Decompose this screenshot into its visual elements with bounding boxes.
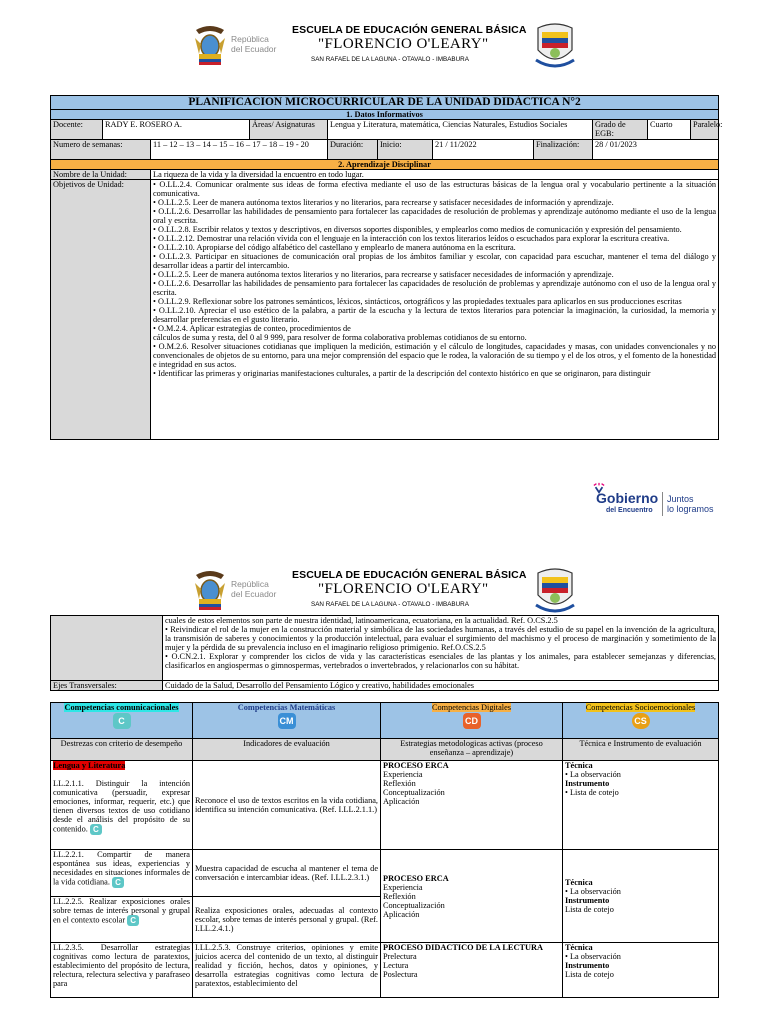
areas-label: Áreas/ Asignaturas [250, 120, 328, 140]
comp-matematicas: Competencias Matemáticas CM [193, 703, 381, 739]
indicador-4: I.LL.2.5.3. Construye criterios, opiniones y emite juicios acerca del contenido de un texto, al distinguir realidad y ficción, hechos, datos y opiniones, y desarrolla estrategias cognitivas como lectura de paratextos, establecimiento del [193, 943, 381, 998]
col-estrategias: Estrategias metodologicas activas (proceso enseñanza – aprendizaje) [381, 739, 563, 761]
inicio-label: Inicio: [378, 140, 433, 160]
docente-label: Docente: [51, 120, 103, 140]
tecnica-4: Técnica • La observación Instrumento Lista de cotejo [563, 943, 719, 998]
tecnica-2: Técnica • La observación Instrumento Lista de cotejo [563, 850, 719, 943]
objetivo-item: • O.LL.2.9. Reflexionar sobre los patrones semánticos, léxicos, sintácticos, ortográficos y las propiedades textuales para aplicarlos en sus producciones escritas [153, 297, 682, 306]
grado-value: Cuarto [648, 120, 691, 140]
lo-logramos-label: lo logramos [667, 504, 714, 514]
page-header [0, 20, 768, 90]
comunicacional-badge-icon: C [112, 877, 124, 888]
comunicacional-badge-icon: C [90, 824, 102, 835]
school-logo-icon [534, 565, 576, 617]
objetivo-item: • O.LL.2.5. Leer de manera autónoma textos literarios y no literarios, para recrearse y satisfacer necesidades de información y aprendizaje. [153, 198, 614, 207]
gobierno-sub: del Encuentro [606, 507, 653, 514]
objetivo-item: • O.LL.2.8. Escribir relatos y textos y descriptivos, en diversos soportes disponibles, y emplearlos como medios de comunicación y expresión del pensamiento. [153, 225, 682, 234]
objetivo-item: • O.LL.2.12. Demostrar una relación vívida con el lenguaje en la interacción con los textos literarios leídos o escuchados para explorar la escritura creativa. [153, 234, 670, 243]
objetivo-item: cálculos de suma y resta, del 0 al 9 999, para resolver de forma colaborativa problemas cotidianos de su entorno. [153, 333, 527, 342]
grado-label: Grado de EGB: [593, 120, 648, 140]
section-aprendizaje: 2. Aprendizaje Disciplinar [51, 160, 719, 170]
col-destrezas: Destrezas con criterio de desempeño [51, 739, 193, 761]
lengua-label: Lengua y Literatura [53, 761, 126, 770]
comp-comunicacionales: Competencias comunicacionales C [51, 703, 193, 739]
school-name-line1: ESCUELA DE EDUCACIÓN GENERAL BÁSICA [292, 569, 527, 581]
competencias-table [50, 702, 719, 998]
objectives-continued-table [50, 615, 719, 691]
inicio-value: 21 / 11/2022 [433, 140, 534, 160]
objetivo-item: • Reivindicar el rol de la mujer en la construcción material y simbólica de las sociedades humanas, a través del estudio de su papel en la invención de la agricultura, la transmisión de saberes y conocimientos y la producción intelectual, para evaluar el surgimiento del machismo y el proceso de marginación y sometimiento de la mujer y la pérdida de su prevalencia incluso en el imaginario religioso primigenio. Ref.O.CS.2.5 [165, 625, 716, 652]
objetivos-label-cont [51, 616, 163, 681]
gobierno-logo [582, 482, 722, 522]
finalizacion-value: 28 / 01/2023 [593, 140, 719, 160]
destreza-4: LL.2.3.5. Desarrollar estrategias cognitivas como lectura de paratextos, establecimiento del propósito de lectura, relectura, relectura selectiva y parafraseo para [51, 943, 193, 998]
semanas-value: 11 – 12 – 13 – 14 – 15 – 16 – 17 – 18 – 19 - 20 [151, 140, 328, 160]
objetivo-item: • O.M.2.6. Resolver situaciones cotidianas que impliquen la medición, estimación y el cálculo de longitudes, capacidades y masas, con unidades convencionales y no convencionales de objetos de su entorno, para una mejor comprensión del espacio que le rodea, la valoración de su tiempo y el de los otros, y el fomento de la honestidad e integridad en sus actos. [153, 342, 717, 369]
unidad-label: Nombre de la Unidad: [51, 170, 151, 180]
finalizacion-label: Finalización: [534, 140, 593, 160]
ejes-value: Cuidado de la Salud, Desarrollo del Pensamiento Lógico y creativo, habilidades emocionales [163, 681, 719, 691]
objetivo-item: • O.LL.2.10. Apreciar el uso estético de la palabra, a partir de la escucha y la lectura de textos literarios para potenciar la imaginación, la curiosidad, la memoria y desarrollar preferencias en el gusto literario. [153, 306, 717, 324]
school-address: SAN RAFAEL DE LA LAGUNA - OTAVALO - IMBABURA [311, 56, 469, 63]
docente-value: RADY E. ROSERO A. [103, 120, 250, 140]
objetivo-item: • O.CN.2.1. Explorar y comprender los ciclos de vida y las características esenciales de las plantas y los animales, para establecer semejanzas y diferencias, clasificarlos en angiospermas o gimnospermas, vertebrados o invertebrados, y relacionarlos con su hábitat. [165, 652, 716, 670]
republica-label: República del Ecuador [231, 579, 277, 599]
school-address: SAN RAFAEL DE LA LAGUNA - OTAVALO - IMBABURA [311, 601, 469, 608]
areas-value: Lengua y Literatura, matemática, Ciencias Naturales, Estudios Sociales [328, 120, 593, 140]
gobierno-name: Gobierno [596, 490, 659, 506]
semanas-label: Numero de semanas: [51, 140, 151, 160]
page-2 [0, 545, 768, 1024]
estrategia-2: PROCESO ERCA Experiencia Reflexión Conceptualización Aplicación [381, 850, 563, 943]
school-name-line2: "FLORENCIO O'LEARY" [318, 581, 489, 597]
objetivo-item: • O.LL.2.6. Desarrollar las habilidades de pensamiento para fortalecer las capacidades de resolución de problemas y aprendizaje autónomo mediante el uso de la lengua oral y escrita. [153, 207, 717, 225]
school-name-line2: "FLORENCIO O'LEARY" [318, 36, 489, 52]
matematica-icon: CM [278, 713, 296, 729]
objetivo-item: • O.M.2.4. Aplicar estrategias de conteo, procedimientos de [153, 324, 351, 333]
objetivo-item: • O.LL.2.5. Leer de manera autónoma textos literarios y no literarios, para recrearse y satisfacer necesidades de información y aprendizaje. [153, 270, 614, 279]
info-table [50, 95, 723, 440]
planning-title: PLANIFICACION MICROCURRICULAR DE LA UNIDAD DIDÁCTICA N°2 [51, 96, 719, 110]
objetivo-item: cuales de estos elementos son parte de nuestra identidad, latinoamericana, ecuatoriana, en la actualidad. Ref. O.CS.2.5 [165, 616, 558, 625]
indicador-1: Reconoce el uso de textos escritos en la vida cotidiana, identifica su intención comunicativa. (Ref. I.LL.2.1.1.) [193, 761, 381, 850]
coat-of-arms-icon [193, 569, 227, 611]
estrategia-4: PROCESO DIDACTICO DE LA LECTURA Prelectura Lectura Poslectura [381, 943, 563, 998]
objetivo-item: • O.LL.2.3. Participar en situaciones de comunicación oral propias de los ámbitos familiar y escolar, con capacidad para escuchar, mantener el tema del diálogo y desarrollar ideas a partir del intercambio. [153, 252, 717, 270]
juntos-label: Juntos [667, 494, 694, 504]
objetivo-item: • O.LL.2.4. Comunicar oralmente sus ideas de forma efectiva mediante el uso de las estructuras básicas de la lengua oral y vocabulario pertinente a la situación comunicativa. [153, 180, 717, 198]
objetivo-item: • Identificar las primeras y originarias manifestaciones culturales, a partir de la descripción del contexto histórico en que se originaron, para distinguir [153, 369, 651, 378]
section-datos-informativos: 1. Datos Informativos [51, 110, 719, 120]
col-tecnica: Técnica e Instrumento de evaluación [563, 739, 719, 761]
digital-icon: CD [463, 713, 481, 729]
comp-digitales: Competencias Digitales CD [381, 703, 563, 739]
comunicacional-badge-icon: C [127, 915, 139, 926]
ejes-label: Ejes Transversales: [51, 681, 163, 691]
comp-socioemocionales: Competencias Socioemocionales CS [563, 703, 719, 739]
col-indicadores: Indicadores de evaluación [193, 739, 381, 761]
destreza-3: LL.2.2.5. Realizar exposiciones orales sobre temas de interés personal y grupal en el contexto escolar C [51, 897, 193, 943]
comunicacional-icon: C [113, 713, 131, 729]
objetivos-label: Objetivos de Unidad: [51, 180, 151, 440]
unidad-value: La riqueza de la vida y la diversidad la encuentro en todo lugar. [151, 170, 719, 180]
republica-label: República del Ecuador [231, 34, 277, 54]
indicador-2: Muestra capacidad de escucha al mantener el tema de conversación e intercambiar ideas. (Ref. I.LL.2.3.1.) [193, 850, 381, 897]
objetivos-list-cont [163, 616, 719, 681]
paralelo-label: Paralelo: [691, 120, 719, 140]
tecnica-1: Técnica • La observación Instrumento • Lista de cotejo [563, 761, 719, 850]
indicador-3: Realiza exposiciones orales, adecuadas al contexto escolar, sobre temas de interés personal y grupal. (Ref. I.LL.2.4.1.) [193, 897, 381, 943]
duracion-label: Duración: [328, 140, 378, 160]
objetivo-item: • O.LL.2.6. Desarrollar las habilidades de pensamiento para fortalecer las capacidades de resolución de problemas y aprendizaje autónomo con el uso de la lengua oral y escrita. [153, 279, 717, 297]
coat-of-arms-icon [193, 24, 227, 66]
destreza-2: LL.2.2.1. Compartir de manera espontánea sus ideas, experiencias y necesidades en situaciones informales de la vida cotidiana. C [51, 850, 193, 897]
estrategia-1: PROCESO ERCA Experiencia Reflexión Conceptualización Aplicación [381, 761, 563, 850]
school-logo-icon [534, 20, 576, 72]
objetivo-item: • O.LL.2.10. Apropiarse del código alfabético del castellano y emplearlo de manera autónoma en la escritura. [153, 243, 516, 252]
socioemocional-icon: CS [632, 713, 650, 729]
objetivos-list [151, 180, 719, 440]
destreza-1: Lengua y Literatura LL.2.1.1. Distinguir la intención comunicativa (persuadir, expresar emociones, informar, requerir, etc.) que tienen diversos textos de uso cotidiano desde el análisis del propósito de su contenido. C [51, 761, 193, 850]
gobierno-divider [662, 492, 663, 516]
school-name-line1: ESCUELA DE EDUCACIÓN GENERAL BÁSICA [292, 24, 527, 36]
